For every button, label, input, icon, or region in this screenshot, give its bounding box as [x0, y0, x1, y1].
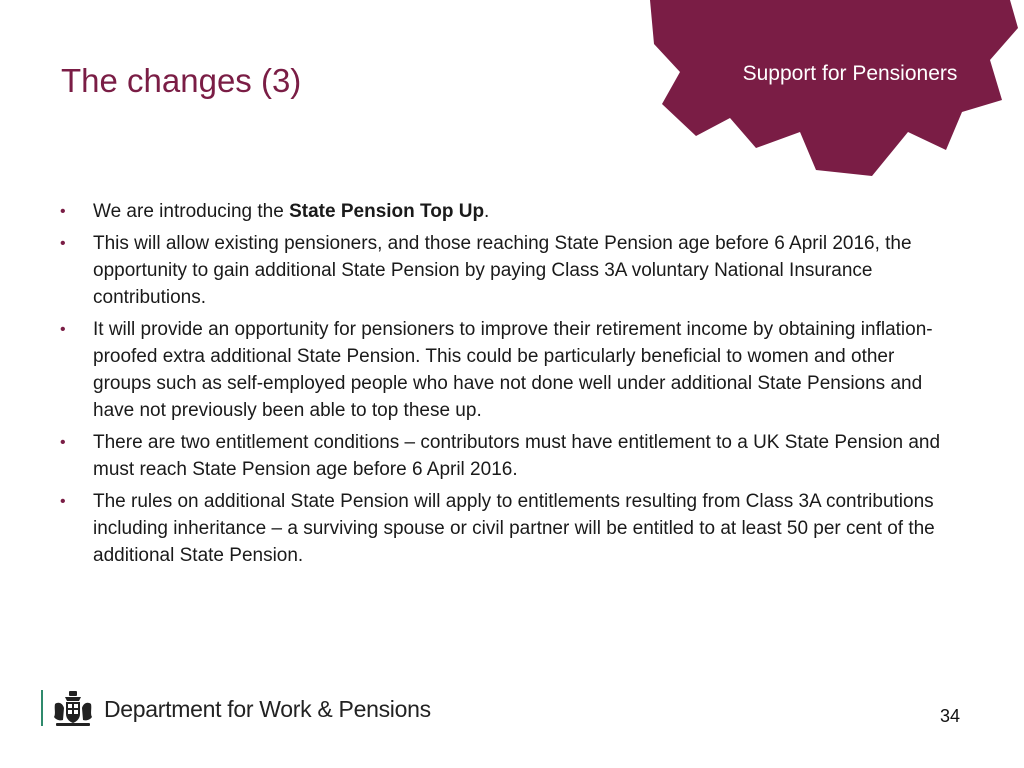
- bullet-icon: •: [60, 235, 66, 252]
- gear-shape: [640, 0, 1024, 180]
- bullet-icon: •: [60, 321, 66, 338]
- bullet-icon: •: [60, 434, 66, 451]
- list-item: [58, 316, 948, 424]
- bullet-text: We are introducing the: [93, 201, 290, 222]
- bullet-text: It will provide an opportunity for pensioners to improve their retirement income by obtaining inflation-proofed extra additional State Pension. This could be particularly beneficial to women and other groups such as self-employed people who have not done well under additional State Pensions and have not previously been able to top these up.: [93, 319, 933, 421]
- bullet-text: There are two entitlement conditions – contributors must have entitlement to a UK State Pension and must reach State Pension age before 6 April 2016.: [93, 432, 941, 480]
- bullet-text: The rules on additional State Pension will apply to entitlements resulting from Class 3A contributions including inheritance – a surviving spouse or civil partner will be entitled to at least 50 per cent of the additional State Pension.: [93, 491, 935, 566]
- list-item: [58, 230, 948, 311]
- bullet-bold-text: State Pension Top Up: [289, 201, 485, 222]
- page-number: 34: [939, 706, 961, 726]
- department-logo-text: Department for Work & Pensions: [104, 696, 431, 722]
- list-item: [58, 198, 948, 225]
- support-for-pensioners-badge: Support for Pensioners: [742, 62, 958, 85]
- bullet-icon: •: [60, 203, 66, 220]
- list-item: [58, 488, 948, 569]
- bullet-text: This will allow existing pensioners, and those reaching State Pension age before 6 April 2016, the opportunity to gain additional State Pension by paying Class 3A voluntary National Insurance contributions.: [93, 233, 912, 308]
- bullet-text-end: .: [484, 201, 490, 222]
- list-item: [58, 429, 948, 483]
- footer-divider: [41, 690, 43, 726]
- bullet-icon: •: [60, 493, 66, 510]
- royal-crest-icon: [52, 690, 94, 728]
- bullet-list: [58, 198, 948, 574]
- page-title: The changes (3): [61, 62, 302, 99]
